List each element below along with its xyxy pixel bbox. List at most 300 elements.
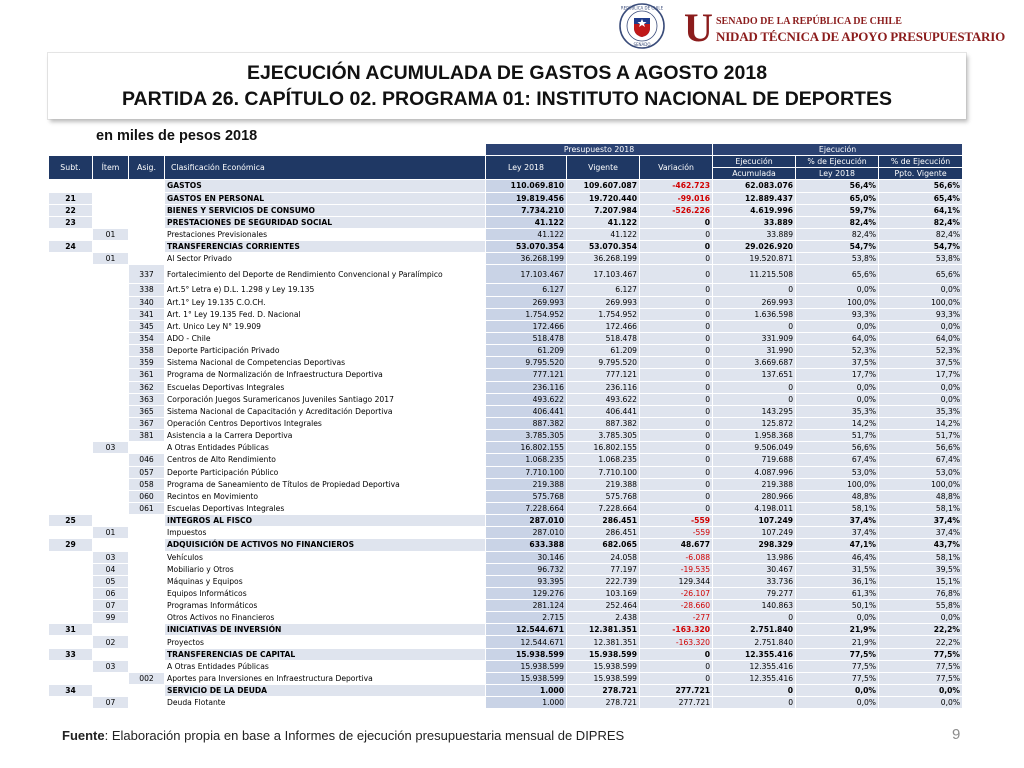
cell-clasificacion: TRANSFERENCIAS CORRIENTES bbox=[165, 241, 486, 253]
cell-pct-ley: 77,5% bbox=[796, 672, 879, 684]
cell-subt: 22 bbox=[49, 204, 93, 216]
cell-pct-vigente: 43,7% bbox=[879, 539, 963, 551]
cell-clasificacion: Art. 1° Ley 19.135 Fed. D. Nacional bbox=[165, 308, 486, 320]
cell-ley: 9.795.520 bbox=[486, 357, 567, 369]
cell-item: 03 bbox=[93, 442, 129, 454]
table-row bbox=[49, 204, 963, 216]
cell-pct-vigente: 67,4% bbox=[879, 454, 963, 466]
cell-clasificacion: Deporte Participación Privado bbox=[165, 345, 486, 357]
cell-clasificacion: ADO - Chile bbox=[165, 332, 486, 344]
table-row bbox=[49, 551, 963, 563]
cell-item: 07 bbox=[93, 600, 129, 612]
cell-clasificacion: BIENES Y SERVICIOS DE CONSUMO bbox=[165, 204, 486, 216]
table-row bbox=[49, 284, 963, 296]
cell-ley: 41.122 bbox=[486, 216, 567, 228]
cell-ejecucion: 269.993 bbox=[713, 296, 796, 308]
cell-subt bbox=[49, 527, 93, 539]
cell-asig bbox=[129, 204, 165, 216]
cell-ley: 6.127 bbox=[486, 284, 567, 296]
cell-ejecucion: 2.751.840 bbox=[713, 624, 796, 636]
table-row bbox=[49, 466, 963, 478]
cell-asig: 381 bbox=[129, 430, 165, 442]
cell-item bbox=[93, 648, 129, 660]
col-header-pct-ley-2: Ley 2018 bbox=[796, 168, 879, 180]
cell-pct-vigente: 64,1% bbox=[879, 204, 963, 216]
col-header-pct-vig-1: % de Ejecución bbox=[879, 156, 963, 168]
cell-clasificacion: Programa de Saneamiento de Títulos de Propiedad Deportiva bbox=[165, 478, 486, 490]
cell-vigente: 219.388 bbox=[567, 478, 640, 490]
cell-asig: 358 bbox=[129, 345, 165, 357]
cell-vigente: 53.070.354 bbox=[567, 241, 640, 253]
cell-clasificacion: INICIATIVAS DE INVERSIÓN bbox=[165, 624, 486, 636]
cell-variacion: 48.677 bbox=[640, 539, 713, 551]
cell-subt bbox=[49, 180, 93, 192]
table-row bbox=[49, 648, 963, 660]
cell-item bbox=[93, 332, 129, 344]
budget-table bbox=[48, 143, 963, 709]
cell-subt: 21 bbox=[49, 192, 93, 204]
cell-ley: 3.785.305 bbox=[486, 430, 567, 442]
cell-subt bbox=[49, 332, 93, 344]
cell-clasificacion: Equipos Informáticos bbox=[165, 587, 486, 599]
cell-vigente: 406.441 bbox=[567, 405, 640, 417]
cell-subt bbox=[49, 284, 93, 296]
cell-ley: 236.116 bbox=[486, 381, 567, 393]
cell-clasificacion: GASTOS EN PERSONAL bbox=[165, 192, 486, 204]
col-header-clasificacion: Clasificación Económica bbox=[165, 156, 486, 180]
cell-ley: 1.068.235 bbox=[486, 454, 567, 466]
cell-subt bbox=[49, 357, 93, 369]
page-number: 9 bbox=[952, 726, 961, 743]
cell-subt: 24 bbox=[49, 241, 93, 253]
col-header-ejecucion-2: Acumulada bbox=[713, 168, 796, 180]
cell-item: 06 bbox=[93, 587, 129, 599]
cell-ejecucion: 29.026.920 bbox=[713, 241, 796, 253]
table-row bbox=[49, 320, 963, 332]
cell-pct-vigente: 51,7% bbox=[879, 430, 963, 442]
cell-asig: 002 bbox=[129, 672, 165, 684]
cell-subt bbox=[49, 466, 93, 478]
cell-pct-ley: 0,0% bbox=[796, 612, 879, 624]
table-row bbox=[49, 192, 963, 204]
cell-item bbox=[93, 539, 129, 551]
cell-ley: 15.938.599 bbox=[486, 648, 567, 660]
cell-subt: 23 bbox=[49, 216, 93, 228]
table-row bbox=[49, 490, 963, 502]
table-row bbox=[49, 685, 963, 697]
cell-pct-vigente: 53,0% bbox=[879, 466, 963, 478]
cell-item: 03 bbox=[93, 551, 129, 563]
cell-asig: 061 bbox=[129, 502, 165, 514]
cell-asig: 338 bbox=[129, 284, 165, 296]
cell-clasificacion: TRANSFERENCIAS DE CAPITAL bbox=[165, 648, 486, 660]
cell-subt bbox=[49, 265, 93, 284]
col-header-pct-ley-1: % de Ejecución bbox=[796, 156, 879, 168]
cell-ejecucion: 13.986 bbox=[713, 551, 796, 563]
cell-ejecucion: 79.277 bbox=[713, 587, 796, 599]
cell-asig: 363 bbox=[129, 393, 165, 405]
cell-clasificacion: Programa de Normalización de Infraestructura Deportiva bbox=[165, 369, 486, 381]
cell-ley: 53.070.354 bbox=[486, 241, 567, 253]
table-row bbox=[49, 515, 963, 527]
cell-pct-vigente: 100,0% bbox=[879, 296, 963, 308]
table-row bbox=[49, 216, 963, 228]
cell-subt bbox=[49, 296, 93, 308]
cell-pct-ley: 67,4% bbox=[796, 454, 879, 466]
cell-pct-vigente: 0,0% bbox=[879, 320, 963, 332]
cell-vigente: 61.209 bbox=[567, 345, 640, 357]
cell-vigente: 278.721 bbox=[567, 685, 640, 697]
cell-pct-ley: 31,5% bbox=[796, 563, 879, 575]
cell-pct-ley: 50,1% bbox=[796, 600, 879, 612]
cell-asig: 046 bbox=[129, 454, 165, 466]
cell-subt bbox=[49, 490, 93, 502]
cell-ley: 96.732 bbox=[486, 563, 567, 575]
cell-clasificacion: INTEGROS AL FISCO bbox=[165, 515, 486, 527]
cell-variacion: 0 bbox=[640, 320, 713, 332]
cell-pct-ley: 35,3% bbox=[796, 405, 879, 417]
cell-vigente: 15.938.599 bbox=[567, 660, 640, 672]
cell-clasificacion: Programas Informáticos bbox=[165, 600, 486, 612]
cell-pct-vigente: 77,5% bbox=[879, 672, 963, 684]
cell-vigente: 172.466 bbox=[567, 320, 640, 332]
cell-pct-vigente: 37,4% bbox=[879, 527, 963, 539]
cell-clasificacion: Proyectos bbox=[165, 636, 486, 648]
cell-pct-ley: 54,7% bbox=[796, 241, 879, 253]
header-blank bbox=[49, 144, 486, 156]
page-title: EJECUCIÓN ACUMULADA DE GASTOS A AGOSTO 2018 bbox=[246, 62, 768, 84]
cell-subt: 33 bbox=[49, 648, 93, 660]
cell-ley: 41.122 bbox=[486, 228, 567, 240]
cell-clasificacion: Impuestos bbox=[165, 527, 486, 539]
cell-item bbox=[93, 320, 129, 332]
cell-item: 01 bbox=[93, 253, 129, 265]
cell-asig: 060 bbox=[129, 490, 165, 502]
cell-subt bbox=[49, 253, 93, 265]
cell-variacion: 0 bbox=[640, 228, 713, 240]
cell-variacion: 129.344 bbox=[640, 575, 713, 587]
cell-pct-ley: 17,7% bbox=[796, 369, 879, 381]
cell-asig: 058 bbox=[129, 478, 165, 490]
cell-pct-ley: 0,0% bbox=[796, 381, 879, 393]
cell-vigente: 682.065 bbox=[567, 539, 640, 551]
cell-item bbox=[93, 180, 129, 192]
cell-item bbox=[93, 685, 129, 697]
cell-clasificacion: Mobiliario y Otros bbox=[165, 563, 486, 575]
cell-vigente: 777.121 bbox=[567, 369, 640, 381]
source-label: Fuente bbox=[62, 728, 105, 743]
table-row bbox=[49, 563, 963, 575]
cell-pct-vigente: 22,2% bbox=[879, 624, 963, 636]
cell-vigente: 1.068.235 bbox=[567, 454, 640, 466]
cell-subt: 34 bbox=[49, 685, 93, 697]
cell-ejecucion: 33.889 bbox=[713, 216, 796, 228]
cell-ejecucion: 4.619.996 bbox=[713, 204, 796, 216]
cell-clasificacion: Escuelas Deportivas Integrales bbox=[165, 381, 486, 393]
cell-clasificacion: Sistema Nacional de Capacitación y Acreditación Deportiva bbox=[165, 405, 486, 417]
cell-pct-ley: 56,6% bbox=[796, 442, 879, 454]
cell-subt bbox=[49, 442, 93, 454]
cell-ejecucion: 0 bbox=[713, 685, 796, 697]
cell-pct-vigente: 82,4% bbox=[879, 228, 963, 240]
cell-vigente: 1.754.952 bbox=[567, 308, 640, 320]
cell-vigente: 6.127 bbox=[567, 284, 640, 296]
cell-ejecucion: 107.249 bbox=[713, 527, 796, 539]
cell-ejecucion: 331.909 bbox=[713, 332, 796, 344]
cell-vigente: 269.993 bbox=[567, 296, 640, 308]
cell-vigente: 9.795.520 bbox=[567, 357, 640, 369]
units-note: en miles de pesos 2018 bbox=[96, 128, 258, 144]
cell-item bbox=[93, 405, 129, 417]
cell-item: 02 bbox=[93, 636, 129, 648]
table-row bbox=[49, 442, 963, 454]
cell-ley: 17.103.467 bbox=[486, 265, 567, 284]
col-header-variacion: Variación bbox=[640, 156, 713, 180]
cell-vigente: 109.607.087 bbox=[567, 180, 640, 192]
cell-variacion: 0 bbox=[640, 466, 713, 478]
cell-vigente: 7.710.100 bbox=[567, 466, 640, 478]
cell-variacion: -163.320 bbox=[640, 624, 713, 636]
cell-subt bbox=[49, 575, 93, 587]
cell-item bbox=[93, 502, 129, 514]
cell-pct-ley: 0,0% bbox=[796, 685, 879, 697]
cell-ley: 518.478 bbox=[486, 332, 567, 344]
cell-clasificacion: Máquinas y Equipos bbox=[165, 575, 486, 587]
cell-vigente: 17.103.467 bbox=[567, 265, 640, 284]
cell-vigente: 12.381.351 bbox=[567, 636, 640, 648]
cell-item: 04 bbox=[93, 563, 129, 575]
cell-pct-vigente: 100,0% bbox=[879, 478, 963, 490]
cell-ejecucion: 125.872 bbox=[713, 417, 796, 429]
cell-clasificacion: Operación Centros Deportivos Integrales bbox=[165, 417, 486, 429]
cell-variacion: 0 bbox=[640, 345, 713, 357]
cell-item bbox=[93, 515, 129, 527]
table-row bbox=[49, 332, 963, 344]
cell-subt bbox=[49, 345, 93, 357]
cell-variacion: 0 bbox=[640, 284, 713, 296]
col-header-subt: Subt. bbox=[49, 156, 93, 180]
cell-subt bbox=[49, 551, 93, 563]
cell-pct-ley: 0,0% bbox=[796, 393, 879, 405]
cell-clasificacion: Al Sector Privado bbox=[165, 253, 486, 265]
cell-pct-ley: 37,5% bbox=[796, 357, 879, 369]
cell-ejecucion: 2.751.840 bbox=[713, 636, 796, 648]
cell-ley: 172.466 bbox=[486, 320, 567, 332]
col-header-ley: Ley 2018 bbox=[486, 156, 567, 180]
table-row bbox=[49, 587, 963, 599]
cell-subt bbox=[49, 430, 93, 442]
cell-pct-ley: 93,3% bbox=[796, 308, 879, 320]
cell-ley: 12.544.671 bbox=[486, 624, 567, 636]
cell-vigente: 103.169 bbox=[567, 587, 640, 599]
cell-clasificacion: Prestaciones Previsionales bbox=[165, 228, 486, 240]
cell-ley: 633.388 bbox=[486, 539, 567, 551]
table-row bbox=[49, 357, 963, 369]
cell-pct-ley: 21,9% bbox=[796, 636, 879, 648]
page-subtitle: PARTIDA 26. CAPÍTULO 02. PROGRAMA 01: INSTITUTO NACIONAL DE DEPORTES bbox=[122, 88, 892, 110]
table-row bbox=[49, 296, 963, 308]
cell-variacion: -559 bbox=[640, 527, 713, 539]
cell-variacion: 0 bbox=[640, 490, 713, 502]
cell-asig bbox=[129, 180, 165, 192]
cell-subt bbox=[49, 563, 93, 575]
table-row bbox=[49, 265, 963, 284]
cell-ley: 7.228.664 bbox=[486, 502, 567, 514]
table-row bbox=[49, 454, 963, 466]
cell-pct-vigente: 48,8% bbox=[879, 490, 963, 502]
cell-subt: 31 bbox=[49, 624, 93, 636]
cell-pct-vigente: 14,2% bbox=[879, 417, 963, 429]
cell-variacion: 0 bbox=[640, 308, 713, 320]
cell-variacion: 0 bbox=[640, 265, 713, 284]
cell-ley: 12.544.671 bbox=[486, 636, 567, 648]
cell-item bbox=[93, 241, 129, 253]
cell-clasificacion: Deuda Flotante bbox=[165, 697, 486, 709]
cell-pct-ley: 56,4% bbox=[796, 180, 879, 192]
cell-ejecucion: 0 bbox=[713, 697, 796, 709]
table-row bbox=[49, 502, 963, 514]
cell-item bbox=[93, 284, 129, 296]
cell-item bbox=[93, 357, 129, 369]
cell-subt bbox=[49, 660, 93, 672]
cell-variacion: 0 bbox=[640, 405, 713, 417]
cell-pct-ley: 100,0% bbox=[796, 478, 879, 490]
cell-variacion: 0 bbox=[640, 502, 713, 514]
cell-variacion: 0 bbox=[640, 253, 713, 265]
cell-ejecucion: 31.990 bbox=[713, 345, 796, 357]
cell-clasificacion: SERVICIO DE LA DEUDA bbox=[165, 685, 486, 697]
cell-asig bbox=[129, 612, 165, 624]
cell-vigente: 19.720.440 bbox=[567, 192, 640, 204]
cell-vigente: 887.382 bbox=[567, 417, 640, 429]
cell-asig: 057 bbox=[129, 466, 165, 478]
cell-clasificacion: Recintos en Movimiento bbox=[165, 490, 486, 502]
cell-pct-ley: 37,4% bbox=[796, 527, 879, 539]
cell-ley: 16.802.155 bbox=[486, 442, 567, 454]
cell-pct-ley: 82,4% bbox=[796, 216, 879, 228]
cell-ejecucion: 4.198.011 bbox=[713, 502, 796, 514]
cell-asig: 341 bbox=[129, 308, 165, 320]
cell-asig bbox=[129, 685, 165, 697]
cell-item bbox=[93, 478, 129, 490]
table-row bbox=[49, 369, 963, 381]
cell-item: 03 bbox=[93, 660, 129, 672]
cell-asig: 359 bbox=[129, 357, 165, 369]
table-row bbox=[49, 575, 963, 587]
cell-variacion: 0 bbox=[640, 241, 713, 253]
cell-pct-ley: 77,5% bbox=[796, 648, 879, 660]
cell-pct-vigente: 22,2% bbox=[879, 636, 963, 648]
cell-pct-vigente: 0,0% bbox=[879, 697, 963, 709]
cell-variacion: -526.226 bbox=[640, 204, 713, 216]
cell-item bbox=[93, 369, 129, 381]
cell-pct-vigente: 17,7% bbox=[879, 369, 963, 381]
cell-clasificacion: PRESTACIONES DE SEGURIDAD SOCIAL bbox=[165, 216, 486, 228]
cell-pct-ley: 77,5% bbox=[796, 660, 879, 672]
cell-vigente: 2.438 bbox=[567, 612, 640, 624]
cell-pct-vigente: 54,7% bbox=[879, 241, 963, 253]
cell-pct-vigente: 0,0% bbox=[879, 381, 963, 393]
cell-pct-vigente: 37,4% bbox=[879, 515, 963, 527]
cell-variacion: 277.721 bbox=[640, 685, 713, 697]
cell-subt: 25 bbox=[49, 515, 93, 527]
table-row bbox=[49, 697, 963, 709]
cell-subt bbox=[49, 478, 93, 490]
cell-asig: 362 bbox=[129, 381, 165, 393]
cell-clasificacion: Vehículos bbox=[165, 551, 486, 563]
table-row bbox=[49, 180, 963, 192]
cell-item bbox=[93, 490, 129, 502]
cell-ejecucion: 0 bbox=[713, 284, 796, 296]
cell-ejecucion: 143.295 bbox=[713, 405, 796, 417]
cell-pct-ley: 21,9% bbox=[796, 624, 879, 636]
cell-clasificacion: Fortalecimiento del Deporte de Rendimiento Convencional y Paralímpico bbox=[165, 265, 486, 284]
cell-asig bbox=[129, 600, 165, 612]
cell-ejecucion: 30.467 bbox=[713, 563, 796, 575]
cell-pct-ley: 61,3% bbox=[796, 587, 879, 599]
cell-clasificacion: Asistencia a la Carrera Deportiva bbox=[165, 430, 486, 442]
cell-subt bbox=[49, 600, 93, 612]
table-row bbox=[49, 253, 963, 265]
cell-clasificacion: Corporación Juegos Suramericanos Juveniles Santiago 2017 bbox=[165, 393, 486, 405]
cell-asig bbox=[129, 216, 165, 228]
cell-clasificacion: Deporte Participación Público bbox=[165, 466, 486, 478]
seal-text-top: REPÚBLICA DE CHILE bbox=[620, 5, 664, 11]
col-header-ejecucion-1: Ejecución bbox=[713, 156, 796, 168]
cell-subt bbox=[49, 381, 93, 393]
cell-clasificacion: Sistema Nacional de Competencias Deportivas bbox=[165, 357, 486, 369]
cell-subt bbox=[49, 636, 93, 648]
cell-clasificacion: A Otras Entidades Públicas bbox=[165, 660, 486, 672]
cell-variacion: 0 bbox=[640, 648, 713, 660]
cell-item bbox=[93, 624, 129, 636]
cell-pct-vigente: 77,5% bbox=[879, 660, 963, 672]
cell-pct-ley: 65,6% bbox=[796, 265, 879, 284]
cell-vigente: 222.739 bbox=[567, 575, 640, 587]
cell-vigente: 12.381.351 bbox=[567, 624, 640, 636]
cell-variacion: -19.535 bbox=[640, 563, 713, 575]
cell-variacion: -163.320 bbox=[640, 636, 713, 648]
table-row bbox=[49, 527, 963, 539]
cell-ejecucion: 719.688 bbox=[713, 454, 796, 466]
cell-ley: 61.209 bbox=[486, 345, 567, 357]
cell-asig bbox=[129, 192, 165, 204]
cell-subt bbox=[49, 228, 93, 240]
table-body bbox=[49, 180, 963, 709]
cell-vigente: 7.228.664 bbox=[567, 502, 640, 514]
cell-item: 99 bbox=[93, 612, 129, 624]
cell-pct-vigente: 55,8% bbox=[879, 600, 963, 612]
cell-variacion: -277 bbox=[640, 612, 713, 624]
cell-ley: 269.993 bbox=[486, 296, 567, 308]
cell-pct-vigente: 15,1% bbox=[879, 575, 963, 587]
cell-pct-ley: 37,4% bbox=[796, 515, 879, 527]
cell-subt bbox=[49, 369, 93, 381]
cell-ejecucion: 1.958.368 bbox=[713, 430, 796, 442]
cell-item bbox=[93, 417, 129, 429]
cell-vigente: 3.785.305 bbox=[567, 430, 640, 442]
cell-variacion: 0 bbox=[640, 296, 713, 308]
cell-pct-vigente: 35,3% bbox=[879, 405, 963, 417]
cell-asig bbox=[129, 241, 165, 253]
cell-asig bbox=[129, 527, 165, 539]
cell-asig bbox=[129, 539, 165, 551]
cell-vigente: 7.207.984 bbox=[567, 204, 640, 216]
cell-asig: 354 bbox=[129, 332, 165, 344]
cell-pct-ley: 0,0% bbox=[796, 284, 879, 296]
cell-variacion: -6.088 bbox=[640, 551, 713, 563]
cell-pct-vigente: 65,6% bbox=[879, 265, 963, 284]
